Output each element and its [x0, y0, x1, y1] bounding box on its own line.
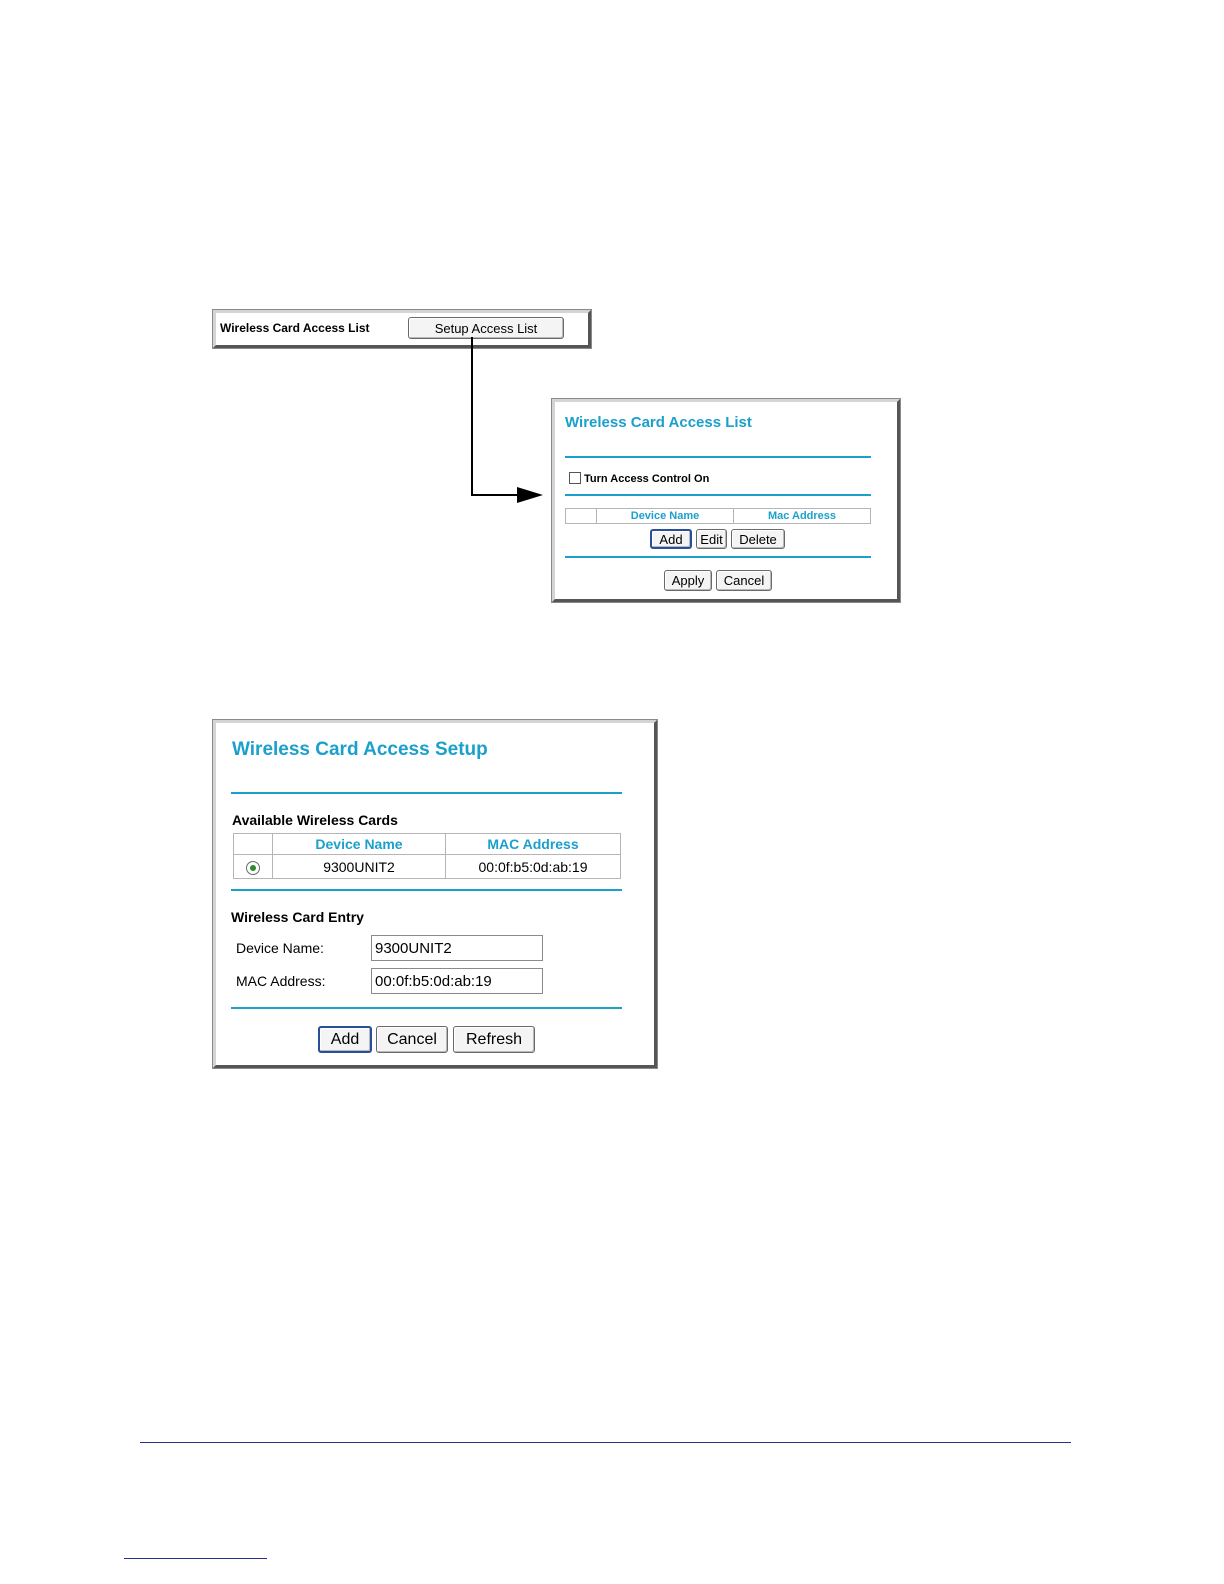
device-name-column-header: Device Name	[273, 834, 446, 855]
mac-address-input[interactable]	[371, 968, 543, 994]
divider	[231, 1007, 622, 1009]
setup-access-list-button[interactable]: Setup Access List	[408, 317, 564, 339]
access-list-panel	[552, 399, 900, 602]
access-list-table	[565, 508, 871, 524]
radio-selected-icon[interactable]	[246, 861, 260, 875]
divider	[565, 556, 871, 558]
access-setup-panel	[213, 720, 657, 1068]
available-cards-heading: Available Wireless Cards	[232, 812, 398, 828]
connector-line-vertical	[471, 337, 473, 496]
apply-button[interactable]: Apply	[664, 570, 712, 591]
available-cards-table	[233, 833, 621, 879]
card-entry-heading: Wireless Card Entry	[231, 909, 364, 925]
access-list-strip	[213, 310, 591, 348]
delete-button[interactable]: Delete	[731, 529, 785, 549]
device-name-input[interactable]	[371, 935, 543, 961]
access-setup-title: Wireless Card Access Setup	[232, 739, 488, 760]
mac-address-label: MAC Address:	[236, 973, 326, 989]
footer-rule	[140, 1442, 1071, 1443]
divider	[565, 494, 871, 496]
divider	[231, 889, 622, 891]
cancel-button[interactable]: Cancel	[376, 1026, 448, 1053]
device-name-label: Device Name:	[236, 940, 324, 956]
divider	[231, 792, 622, 794]
access-control-label: Turn Access Control On	[584, 473, 710, 485]
add-button[interactable]: Add	[650, 529, 692, 549]
divider	[565, 456, 871, 458]
mac-address-column-header: Mac Address	[734, 509, 871, 524]
edit-button[interactable]: Edit	[696, 529, 727, 549]
connector-line-horizontal	[471, 494, 519, 496]
arrow-right-icon	[517, 487, 543, 503]
strip-label: Wireless Card Access List	[220, 321, 370, 335]
select-column-header	[234, 834, 273, 855]
access-list-title: Wireless Card Access List	[565, 414, 752, 431]
cancel-button[interactable]: Cancel	[716, 570, 772, 591]
row-device-name: 9300UNIT2	[273, 855, 446, 879]
mac-address-column-header: MAC Address	[446, 834, 621, 855]
footer-link-underline[interactable]	[124, 1558, 267, 1559]
access-control-checkbox[interactable]	[569, 472, 581, 484]
refresh-button[interactable]: Refresh	[453, 1026, 535, 1053]
row-mac-address: 00:0f:b5:0d:ab:19	[446, 855, 621, 879]
add-button[interactable]: Add	[318, 1026, 372, 1053]
row-select-cell[interactable]	[234, 855, 273, 879]
table-row[interactable]	[234, 855, 621, 879]
device-name-column-header: Device Name	[597, 509, 734, 524]
select-column-header	[566, 509, 597, 524]
